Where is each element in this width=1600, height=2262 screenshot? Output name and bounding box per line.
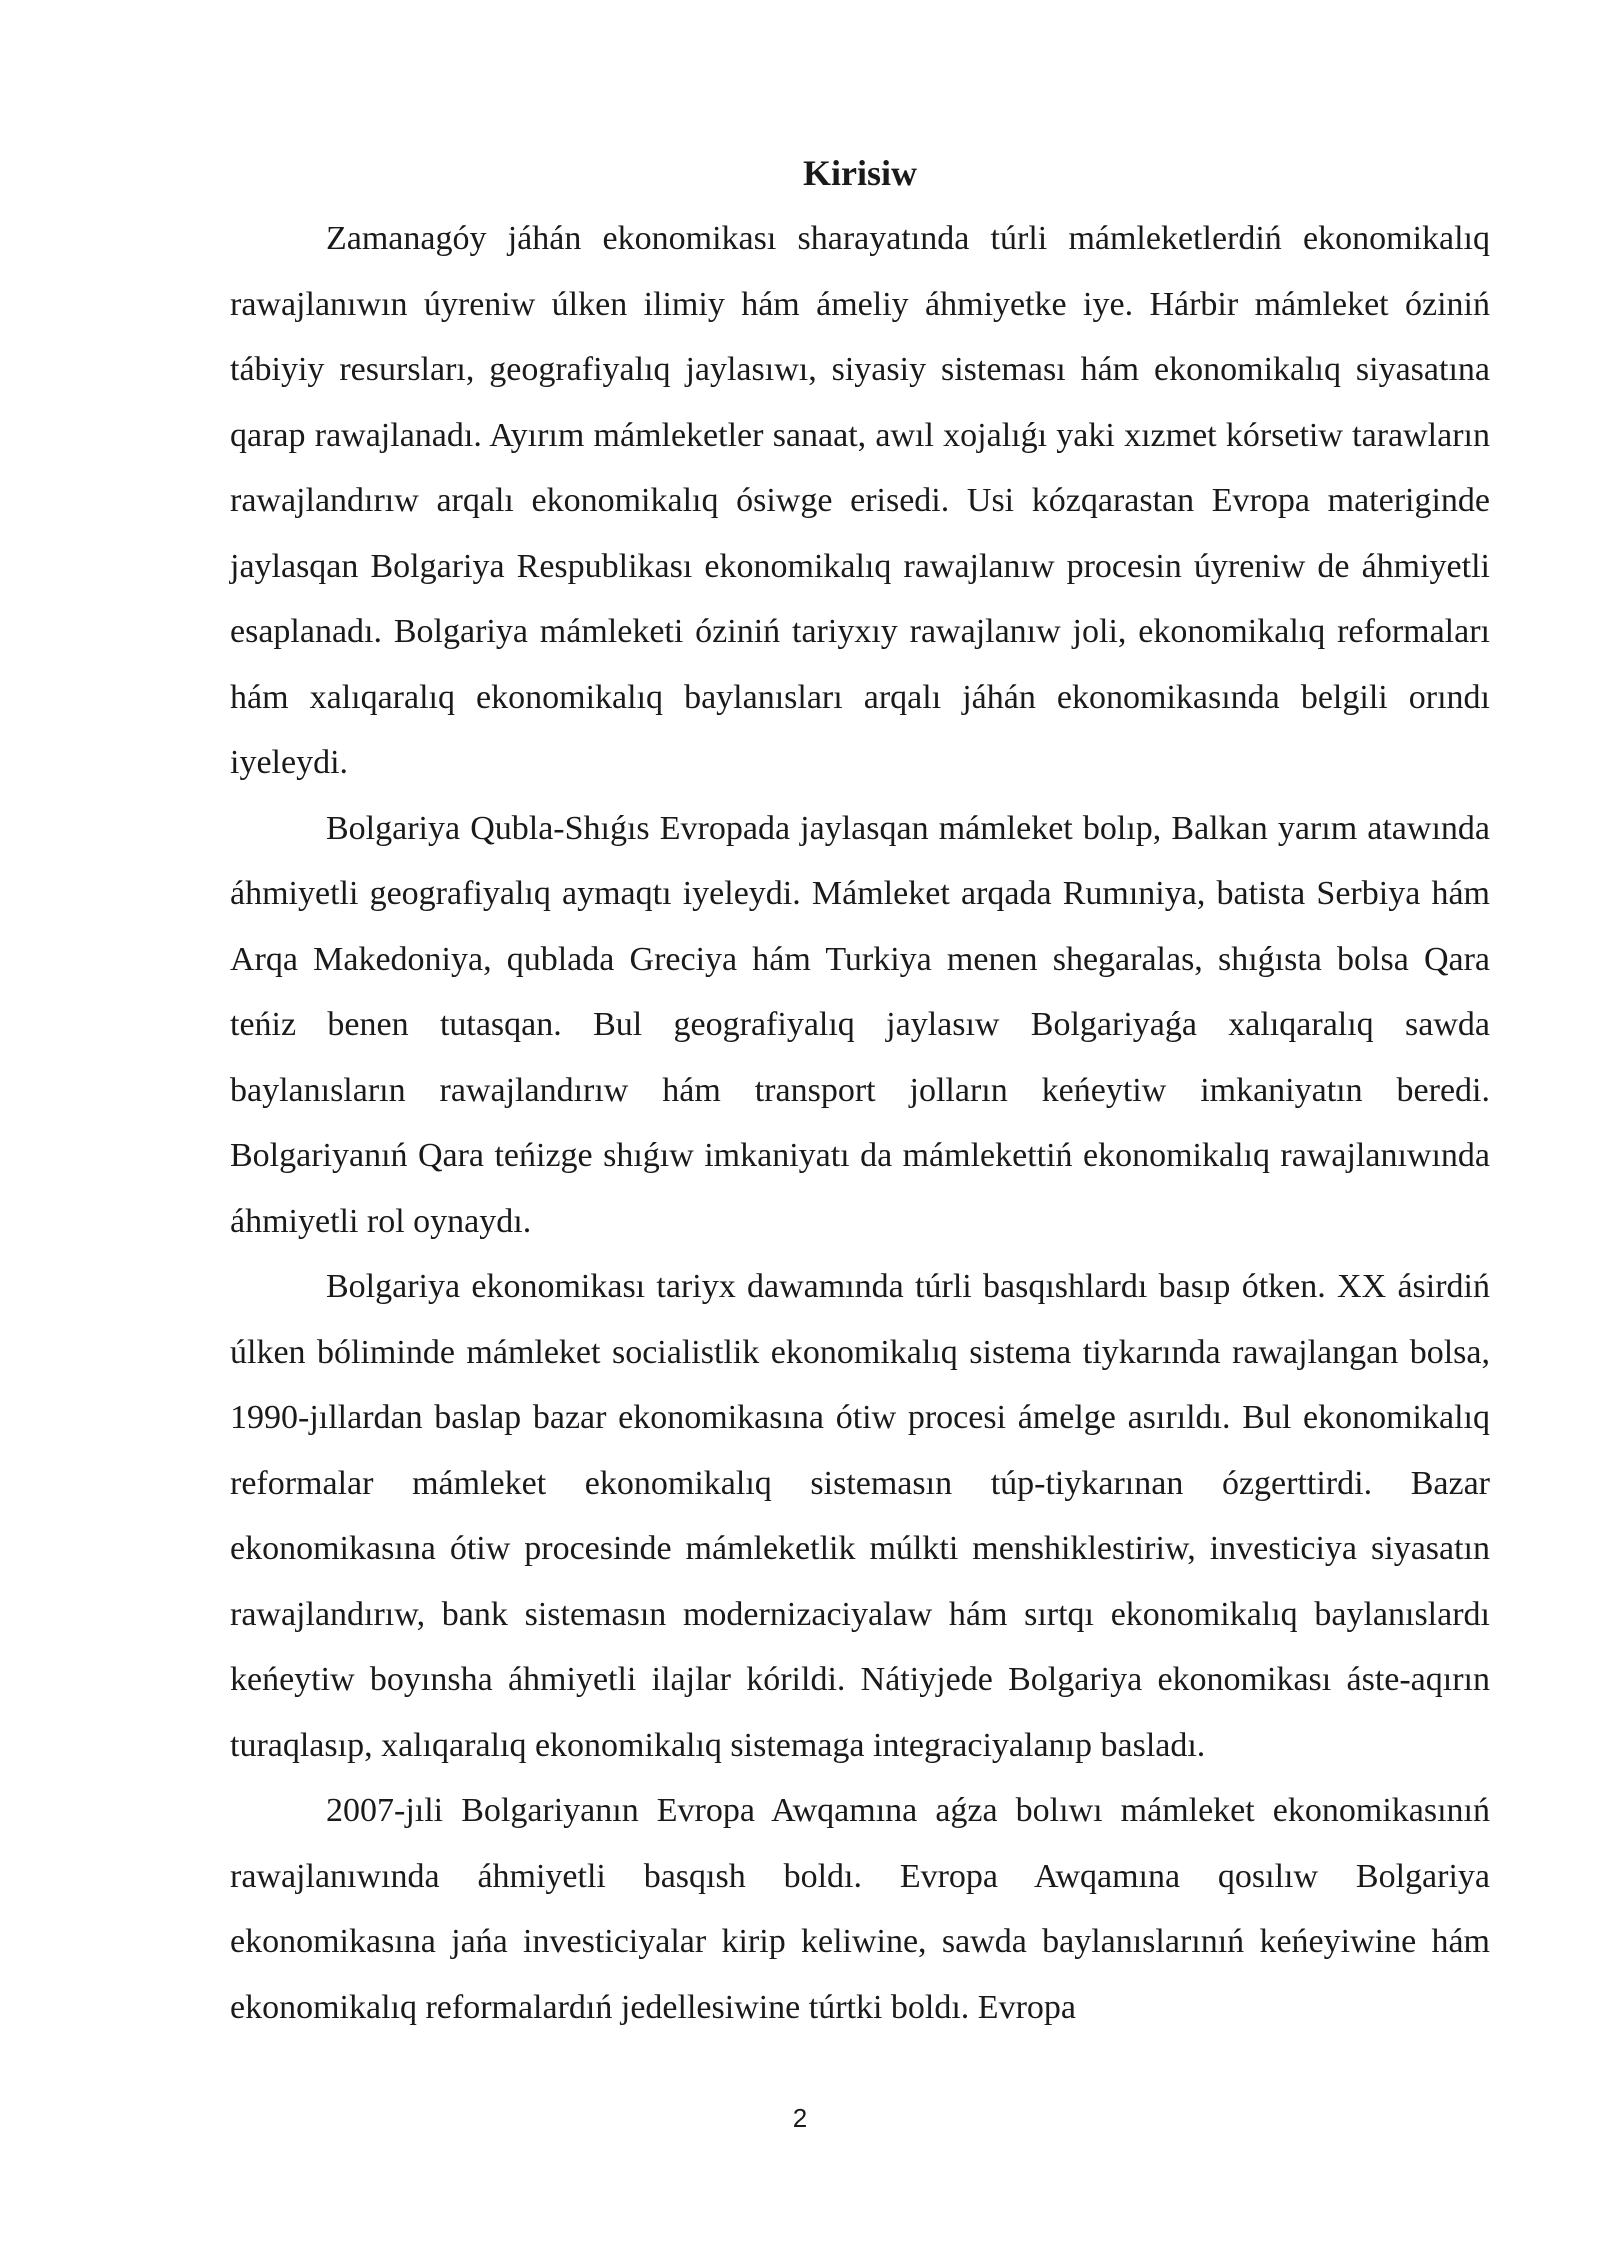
page-number: 2 — [792, 2103, 808, 2133]
paragraph-introduction: Zamanagóy jáhán ekonomikası sharayatında túrli mámleketlerdiń ekonomikalıq rawajlanıwın úyreniw úlken ilimiy hám ámeliy áhmiyetke iye. Hárbir mámleket óziniń tábiyiy resursları, geografiyalıq jaylasıwı, siyasiy sisteması hám ekonomikalıq siyasatına qarap rawajlanadı. Ayırım mámleketler sanaat, awıl xojalıǵı yaki xızmet kórsetiw tarawların rawajlandırıw arqalı ekonomikalıq ósiwge erisedi. Usi kózqarastan Evropa materiginde jaylasqan Bolgariya Respublikası ekonomikalıq rawajlanıw procesin úyreniw de áhmiyetli esaplanadı. Bolgariya mámleketi óziniń tariyxıy rawajlanıw joli, ekonomikalıq reformaları hám xalıqaralıq ekonomikalıq baylanısları arqalı jáhán ekonomikasında belgili orındı iyeleydi. — [230, 220, 1490, 781]
paragraph-eu-membership: 2007-jıli Bolgariyanın Evropa Awqamına aǵza bolıwı mámleket ekonomikasınıń rawajlanıwında áhmiyetli basqısh boldı. Evropa Awqamına qosılıw Bolgariya ekonomikasına jańa investiciyalar kirip keliwine, sawda baylanıslarınıń keńeyiwine hám ekonomikalıq reformalardıń jedellesiwine túrtki boldı. Evropa — [230, 1792, 1490, 2026]
page-title: Kirisiw — [803, 153, 917, 193]
paragraph-geography: Bolgariya Qubla-Shıǵıs Evropada jaylasqan mámleket bolıp, Balkan yarım atawında áhmiyetli geografiyalıq aymaqtı iyeleydi. Mámleket arqada Rumıniya, batista Serbiya hám Arqa Makedoniya, qublada Greciya hám Turkiya menen shegaralas, shıǵısta bolsa Qara teńiz benen tutasqan. Bul geografiyalıq jaylasıw Bolgariyaǵa xalıqaralıq sawda baylanısların rawajlandırıw hám transport jolların keńeytiw imkaniyatın beredi. Bolgariyanıń Qara teńizge shıǵıw imkaniyatı da mámlekettiń ekonomikalıq rawajlanıwında áhmiyetli rol oynaydı. — [230, 809, 1490, 1240]
document-body — [230, 148, 1490, 2040]
paragraph-economic-history: Bolgariya ekonomikası tariyx dawamında túrli basqıshlardı basıp ótken. XX ásirdiń úlken bóliminde mámleket socialistlik ekonomikalıq sistema tiykarında rawajlangan bolsa, 1990-jıllardan baslap bazar ekonomikasına ótiw procesi ámelge asırıldı. Bul ekonomikalıq reformalar mámleket ekonomikalıq sistemasın túp-tiykarınan ózgerttirdi. Bazar ekonomikasına ótiw procesinde mámleketlik múlkti menshiklestiriw, investiciya siyasatın rawajlandırıw, bank sistemasın modernizaciyalaw hám sırtqı ekonomikalıq baylanıslardı keńeytiw boyınsha áhmiyetli ilajlar kórildi. Nátiyjede Bolgariya ekonomikası áste-aqırın turaqlasıp, xalıqaralıq ekonomikalıq sistemaga integraciyalanıp basladı. — [230, 1268, 1490, 1764]
